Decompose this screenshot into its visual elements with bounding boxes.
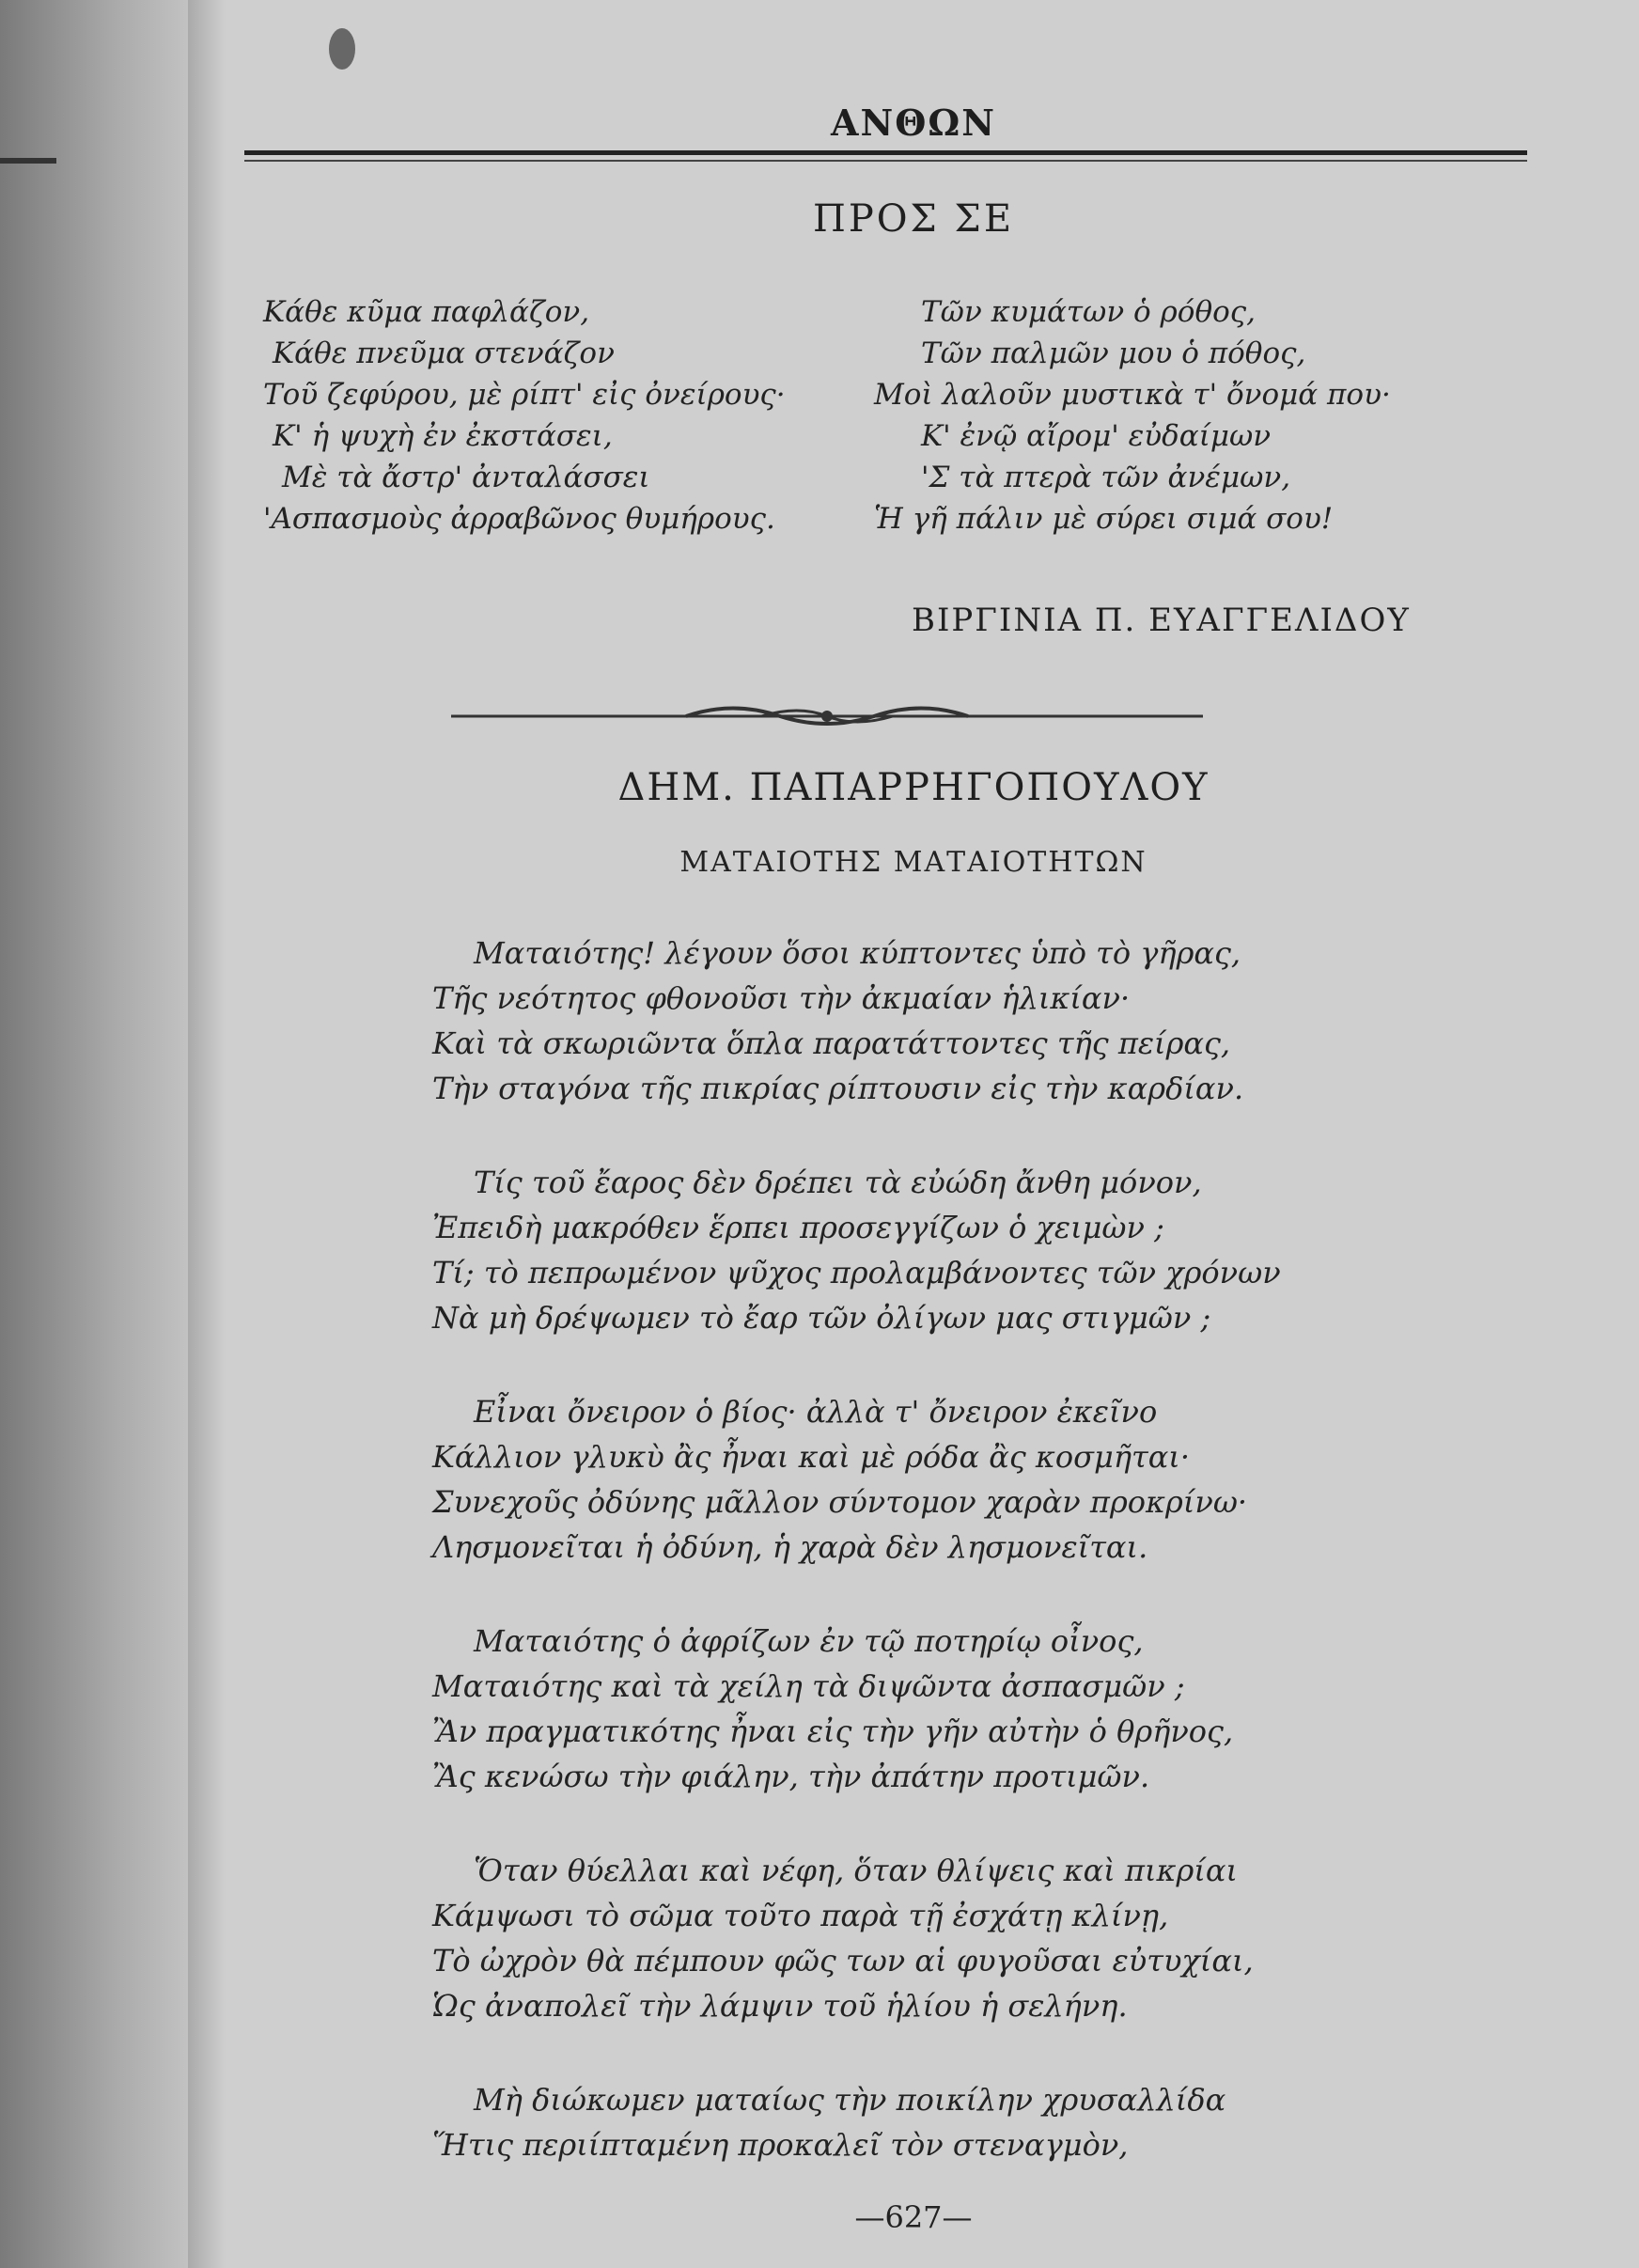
poem-line: Ἥτις περιίπταμένη προκαλεῖ τὸν στεναγμὸν,: [432, 2127, 1129, 2163]
poem-line: Τῆς νεότητος φθονοῦσι τὴν ἀκμαίαν ἡλικίαν·: [432, 980, 1131, 1016]
stanza: [432, 1848, 1560, 2028]
poem1-left-column: [263, 291, 786, 540]
poem-line: Νὰ μὴ δρέψωμεν τὸ ἔαρ τῶν ὀλίγων μας στιγμῶν ;: [432, 1300, 1211, 1336]
poem2-author: ΔΗΜ. ΠΑΠΑΡΡΗΓΟΠΟΥΛΟΥ: [617, 766, 1210, 809]
poem1-right-column: [865, 291, 1391, 540]
poem-line: Κ' ἐνῷ αἴρομ' εὐδαίμων: [921, 419, 1272, 453]
book-page: [188, 0, 1639, 2268]
poem-line: Κάλλιον γλυκὺ ἂς ἦναι καὶ μὲ ρόδα ἂς κοσμῆται·: [432, 1439, 1191, 1475]
poem-line: Καὶ τὰ σκωριῶντα ὅπλα παρατάττοντες τῆς πείρας,: [432, 1025, 1231, 1061]
poem-line: Ματαιότης ὁ ἀφρίζων ἐν τῷ ποτηρίῳ οἶνος,: [474, 1623, 1144, 1659]
header-rule-thin: [244, 160, 1527, 162]
poem-line: Τὴν σταγόνα τῆς πικρίας ρίπτουσιν εἰς τὴν καρδίαν.: [432, 1071, 1244, 1106]
ink-blot: [329, 28, 355, 70]
poem-line: 'Σ τὰ πτερὰ τῶν ἀνέμων,: [921, 461, 1291, 494]
scan-margin: [0, 0, 188, 2268]
running-header: ΑΝΘΩΝ: [831, 102, 996, 144]
poem-line: Λησμονεῖται ἡ ὀδύνη, ἡ χαρὰ δὲν λησμονεῖται.: [432, 1529, 1148, 1565]
poem-line: Κάθε πνεῦμα στενάζον: [273, 336, 615, 370]
poem-line: Τίς τοῦ ἔαρος δὲν δρέπει τὰ εὐώδη ἄνθη μόνον,: [474, 1165, 1202, 1200]
stanza: [432, 2077, 1560, 2167]
poem-line: Ματαιότης καὶ τὰ χείλη τὰ διψῶντα ἀσπασμῶν ;: [432, 1668, 1185, 1704]
poem-line: Κάμψωσι τὸ σῶμα τοῦτο παρὰ τῇ ἐσχάτῃ κλίνῃ,: [432, 1898, 1169, 1933]
poem-line: Μὴ διώκωμεν ματαίως τὴν ποικίλην χρυσαλλίδα: [474, 2082, 1226, 2118]
poem-line: Τὸ ὠχρὸν θὰ πέμπουν φῶς των αἱ φυγοῦσαι εὐτυχίαι,: [432, 1943, 1254, 1979]
poem-line: Τῶν κυμάτων ὁ ρόθος,: [921, 295, 1256, 329]
poem-line: Κάθε κῦμα παφλάζον,: [263, 295, 590, 329]
stanza: [432, 1619, 1560, 1799]
stanza: [432, 1389, 1560, 1570]
poem-line: Κ' ἡ ψυχὴ ἐν ἐκστάσει,: [273, 419, 613, 453]
poem-line: Ἂν πραγματικότης ἦναι εἰς τὴν γῆν αὐτὴν ὁ θρῆνος,: [432, 1713, 1234, 1749]
poem1-author: ΒΙΡΓΙΝΙΑ Π. ΕΥΑΓΓΕΛΙΔΟΥ: [912, 602, 1411, 639]
poem-line: Ἂς κενώσω τὴν φιάλην, τὴν ἀπάτην προτιμῶν.: [432, 1759, 1150, 1794]
header-rule-thick: [244, 150, 1527, 155]
poem-line: Τί; τὸ πεπρωμένον ψῦχος προλαμβάνοντες τῶν χρόνων: [432, 1255, 1281, 1290]
poem-line: Ἐπειδὴ μακρόθεν ἕρπει προσεγγίζων ὁ χειμὼν ;: [432, 1210, 1164, 1245]
page-gutter-shadow: [188, 0, 226, 2268]
poem1-title: ΠΡΟΣ ΣΕ: [812, 197, 1015, 241]
page-number: —627—: [854, 2199, 973, 2235]
poem-line: Τῶν παλμῶν μου ὁ πόθος,: [921, 336, 1306, 370]
poem-line: Συνεχοῦς ὀδύνης μᾶλλον σύντομον χαρὰν προκρίνω·: [432, 1484, 1248, 1520]
poem2-body: [432, 931, 1560, 2216]
poem-line: Μὲ τὰ ἄστρ' ἀνταλάσσει: [282, 461, 650, 494]
poem-line: Μοὶ λαλοῦν μυστικὰ τ' ὄνομά που·: [874, 378, 1391, 412]
stanza: [432, 1160, 1560, 1340]
ornament-divider: [451, 696, 1203, 733]
poem-line: Ὅταν θύελλαι καὶ νέφη, ὅταν θλίψεις καὶ πικρίαι: [474, 1853, 1239, 1888]
poem-line: 'Ασπασμοὺς ἀρραβῶνος θυμήρους.: [263, 502, 775, 536]
poem-line: Ὡς ἀναπολεῖ τὴν λάμψιν τοῦ ἡλίου ἡ σελήνη.: [432, 1988, 1128, 2024]
margin-mark: [0, 158, 56, 164]
poem-line: Τοῦ ζεφύρου, μὲ ρίπτ' εἰς ὀνείρους·: [263, 378, 786, 412]
poem-line: Ἡ γῆ πάλιν μὲ σύρει σιμά σου!: [874, 502, 1334, 536]
poem-line: Εἶναι ὄνειρον ὁ βίος· ἀλλὰ τ' ὄνειρον ἐκεῖνο: [474, 1394, 1158, 1430]
poem2-title: ΜΑΤΑΙΟΤΗΣ ΜΑΤΑΙΟΤΗΤΩΝ: [679, 846, 1147, 879]
poem-line: Ματαιότης! λέγουν ὅσοι κύπτοντες ὑπὸ τὸ γῆρας,: [474, 935, 1241, 971]
stanza: [432, 931, 1560, 1111]
